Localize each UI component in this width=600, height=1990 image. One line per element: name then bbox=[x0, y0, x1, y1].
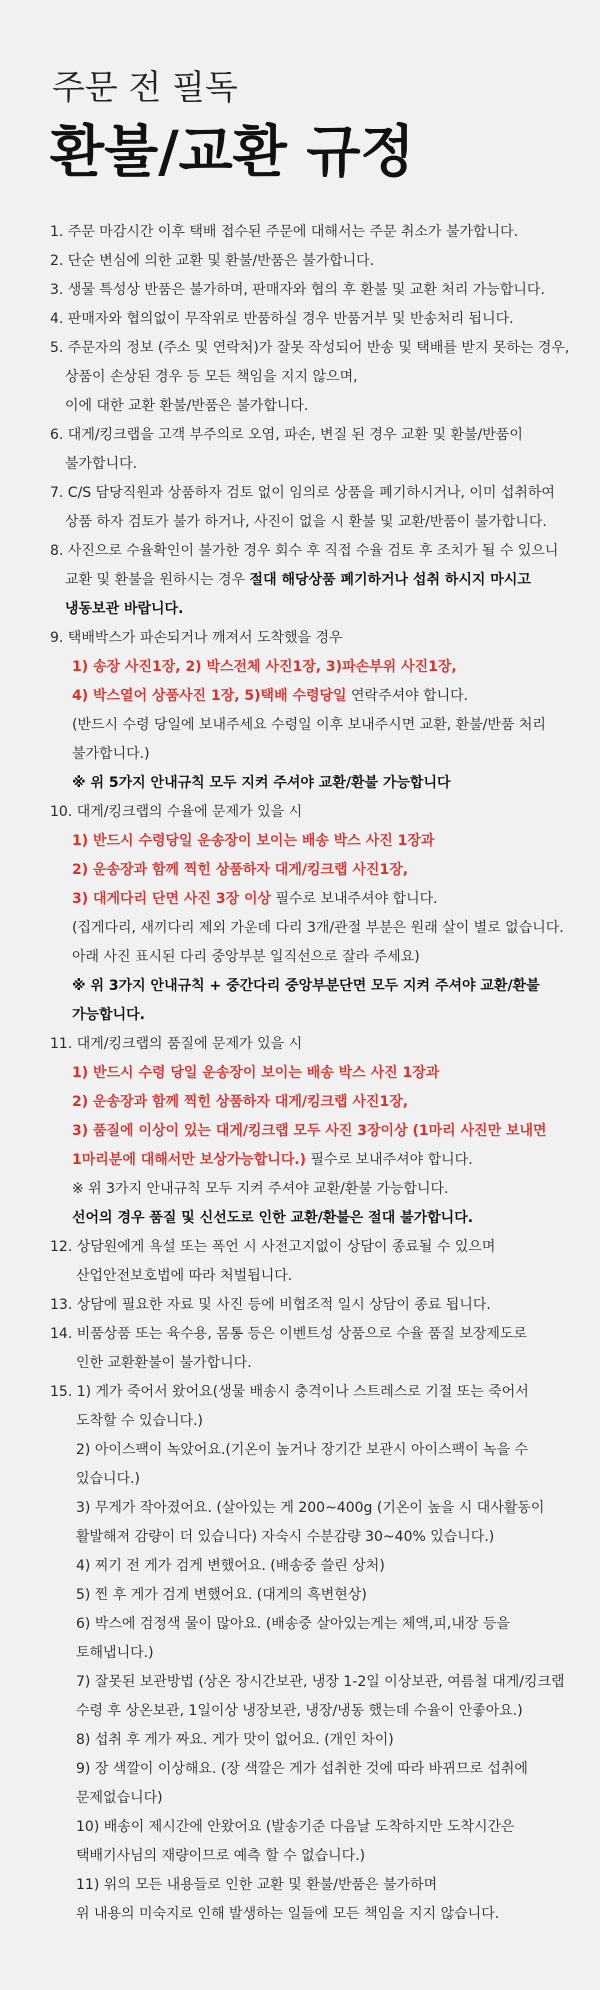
policy-item-15-line-11: 7) 잘못된 보관방법 (상온 장시간보관, 냉장 1-2일 이상보관, 여름철 대게/킹크랩 bbox=[76, 1674, 565, 1690]
policy-item-9-line-4: (반드시 수령 당일에 보내주세요 수령일 이후 보내주시면 교환, 환불/반품 처리 bbox=[72, 717, 546, 733]
policy-item-8-line-3: 냉동보관 바랍니다. bbox=[65, 601, 184, 617]
policy-item-8-line-1: 8. 사진으로 수율확인이 불가한 경우 회수 후 직접 수율 검토 후 조치가 될 수 있으니 bbox=[50, 543, 559, 559]
policy-item-14-line-1: 14. 비품상품 또는 육수용, 몸통 등은 이벤트성 상품으로 수율 품질 보장제도로 bbox=[50, 1326, 527, 1342]
policy-item-15-line-15: 문제없습니다) bbox=[76, 1790, 163, 1806]
policy-item-3: 3. 생물 특성상 반품은 불가하며, 판매자와 협의 후 환불 및 교환 처리 가능합니다. bbox=[50, 282, 545, 298]
policy-item-15-line-12: 수령 후 상온보관, 1일이상 냉장보관, 냉장/냉동 했는데 수율이 안좋아요.) bbox=[76, 1703, 523, 1719]
policy-item-11-line-1: 11. 대게/킹크랩의 품질에 문제가 있을 시 bbox=[50, 1036, 303, 1052]
policy-item-5-line-2: 상품이 손상된 경우 등 모든 책임을 지지 않으며, bbox=[65, 369, 358, 385]
policy-item-6-line-1: 6. 대게/킹크랩을 고객 부주의로 오염, 파손, 변질 된 경우 교환 및 환불/반품이 bbox=[50, 427, 523, 443]
policy-item-9-line-1: 9. 택배박스가 파손되거나 깨져서 도착했을 경우 bbox=[50, 630, 343, 646]
policy-item-12-line-2: 산업안전보호법에 따라 처벌됩니다. bbox=[76, 1268, 293, 1284]
policy-item-15-line-19: 위 내용의 미숙지로 인해 발생하는 일들에 모든 책임을 지지 않습니다. bbox=[76, 1906, 500, 1922]
policy-item-10-note-line-2: 가능합니다. bbox=[72, 1007, 145, 1023]
policy-item-15-line-7: 4) 찌기 전 게가 검게 변했어요. (배송중 쓸린 상처) bbox=[76, 1558, 385, 1574]
policy-item-11-line-5 bbox=[50, 1146, 595, 1175]
policy-item-14-line-2: 인한 교환환불이 불가합니다. bbox=[76, 1355, 252, 1371]
policy-item-4: 4. 판매자와 협의없이 무작위로 반품하실 경우 반품거부 및 반송처리 됩니다. bbox=[50, 311, 514, 327]
policy-item-8-emphasis: 절대 해당상품 폐기하거나 섭취 하시지 마시고 bbox=[249, 572, 531, 588]
policy-item-7-line-1: 7. C/S 담당직원과 상품하자 검토 없이 임의로 상품을 폐기하시거나, 이미 섭취하여 bbox=[50, 485, 555, 501]
policy-item-9-line-5: 불가합니다.) bbox=[72, 746, 150, 762]
policy-item-1: 1. 주문 마감시간 이후 택배 접수된 주문에 대해서는 주문 취소가 불가합니다. bbox=[50, 224, 519, 240]
policy-item-15-line-3: 2) 아이스팩이 녹았어요.(기온이 높거나 장기간 보관시 아이스팩이 녹을 수 bbox=[76, 1442, 529, 1458]
policy-item-11-emphasis: 1마리분에 대해서만 보상가능합니다.) bbox=[72, 1152, 307, 1168]
policy-item-15-line-2: 도착할 수 있습니다.) bbox=[76, 1413, 204, 1429]
policy-item-12-line-1: 12. 상담원에게 욕설 또는 폭언 시 사전고지없이 상담이 종료될 수 있으며 bbox=[50, 1239, 496, 1255]
policy-item-10-line-5: (집게다리, 새끼다리 제외 가운데 다리 3개/관절 부분은 원래 살이 별로 없습니다. bbox=[72, 920, 564, 936]
policy-item-10-line-3: 2) 운송장과 함께 찍힌 상품하자 대게/킹크랩 사진1장, bbox=[72, 862, 409, 878]
policy-item-15-line-10: 토해냅니다.) bbox=[76, 1645, 154, 1661]
page-title: 환불/교환 규정 bbox=[50, 120, 415, 185]
policy-item-11-line-4: 3) 품질에 이상이 있는 대게/킹크랩 모두 사진 3장이상 (1마리 사진만 보내면 bbox=[72, 1123, 547, 1139]
policy-item-11-line-2: 1) 반드시 수령 당일 운송장이 보이는 배송 박스 사진 1장과 bbox=[72, 1065, 440, 1081]
policy-item-11-warning: 선어의 경우 품질 및 신선도로 인한 교환/환불은 절대 불가합니다. bbox=[72, 1210, 474, 1226]
policy-item-15-line-4: 있습니다.) bbox=[76, 1471, 141, 1487]
policy-item-9-line-2: 1) 송장 사진1장, 2) 박스전체 사진1장, 3)파손부위 사진1장, bbox=[72, 659, 457, 675]
policy-item-15-line-18: 11) 위의 모든 내용들로 인한 교환 및 환불/반품은 불가하며 bbox=[76, 1877, 438, 1893]
policy-item-11-text: 필수로 보내주셔야 합니다. bbox=[306, 1152, 473, 1168]
policy-item-11-note: ※ 위 3가지 안내규칙 모두 지켜 주셔야 교환/환불 가능합니다. bbox=[72, 1181, 449, 1197]
policy-item-15-line-13: 8) 섭취 후 게가 짜요. 게가 맛이 없어요. (개인 차이) bbox=[76, 1732, 394, 1748]
policy-item-10-line-6: 아래 사진 표시된 다리 중앙부분 일직선으로 잘라 주세요) bbox=[72, 949, 420, 965]
policy-item-10-line-1: 10. 대게/킹크랩의 수율에 문제가 있을 시 bbox=[50, 804, 303, 820]
policy-item-9-note: ※ 위 5가지 안내규칙 모두 지켜 주셔야 교환/환불 가능합니다 bbox=[72, 775, 451, 791]
policy-item-5-line-3: 이에 대한 교환 환불/반품은 불가합니다. bbox=[65, 398, 309, 414]
policy-item-10-emphasis: 3) 대게다리 단면 사진 3장 이상 bbox=[72, 891, 272, 907]
policy-item-15-line-5: 3) 무게가 작아졌어요. (살아있는 게 200~400g (기온이 높을 시 대사활동이 bbox=[76, 1500, 545, 1516]
policy-item-10-line-2: 1) 반드시 수령당일 운송장이 보이는 배송 박스 사진 1장과 bbox=[72, 833, 435, 849]
policy-list bbox=[50, 218, 595, 1929]
policy-item-9-line-3 bbox=[50, 682, 595, 711]
policy-item-5-line-1: 5. 주문자의 정보 (주소 및 연락처)가 잘못 작성되어 반송 및 택배를 받지 못하는 경우, bbox=[50, 340, 570, 356]
policy-item-15-line-9: 6) 박스에 검정색 물이 많아요. (배송중 살아있는게는 체액,피,내장 등을 bbox=[76, 1616, 510, 1632]
policy-item-15-line-8: 5) 찐 후 게가 검게 변했어요. (대게의 흑변현상) bbox=[76, 1587, 367, 1603]
policy-item-15-line-16: 10) 배송이 제시간에 안왔어요 (발송기준 다음날 도착하지만 도착시간은 bbox=[76, 1819, 515, 1835]
policy-item-15-line-17: 택배기사님의 재량이므로 예측 할 수 없습니다.) bbox=[76, 1848, 366, 1864]
policy-item-11-line-3: 2) 운송장과 함께 찍힌 상품하자 대게/킹크랩 사진1장, bbox=[72, 1094, 409, 1110]
policy-item-10-text: 필수로 보내주셔야 합니다. bbox=[271, 891, 438, 907]
policy-item-8-line-2 bbox=[50, 566, 595, 595]
policy-item-10-line-4 bbox=[50, 885, 595, 914]
policy-item-10-note-line-1: ※ 위 3가지 안내규칙 + 중간다리 중앙부분단면 모두 지켜 주셔야 교환/환불 bbox=[72, 978, 540, 994]
policy-item-15-line-6: 활발해져 감량이 더 있습니다) 자숙시 수분감량 30~40% 있습니다.) bbox=[76, 1529, 495, 1545]
policy-item-15-line-1: 15. 1) 게가 죽어서 왔어요(생물 배송시 충격이나 스트레스로 기절 또는 죽어서 bbox=[50, 1384, 529, 1400]
policy-item-13: 13. 상담에 필요한 자료 및 사진 등에 비협조적 일시 상담이 종료 됩니다. bbox=[50, 1297, 491, 1313]
policy-item-9-text: 연락주셔야 합니다. bbox=[346, 688, 469, 704]
policy-item-15-line-14: 9) 장 색깔이 이상해요. (장 색깔은 게가 섭취한 것에 따라 바뀌므로 섭취에 bbox=[76, 1761, 528, 1777]
policy-item-7-line-2: 상품 하자 검토가 불가 하거나, 사진이 없을 시 환불 및 교환/반품이 불가합니다. bbox=[65, 514, 547, 530]
policy-item-9-emphasis: 4) 박스열어 상품사진 1장, 5)택배 수령당일 bbox=[72, 688, 347, 704]
policy-item-2: 2. 단순 변심에 의한 교환 및 환불/반품은 불가합니다. bbox=[50, 253, 375, 269]
page-subtitle: 주문 전 필독 bbox=[52, 68, 238, 108]
policy-item-8-text: 교환 및 환불을 원하시는 경우 bbox=[65, 572, 250, 588]
policy-item-6-line-2: 불가합니다. bbox=[65, 456, 138, 472]
